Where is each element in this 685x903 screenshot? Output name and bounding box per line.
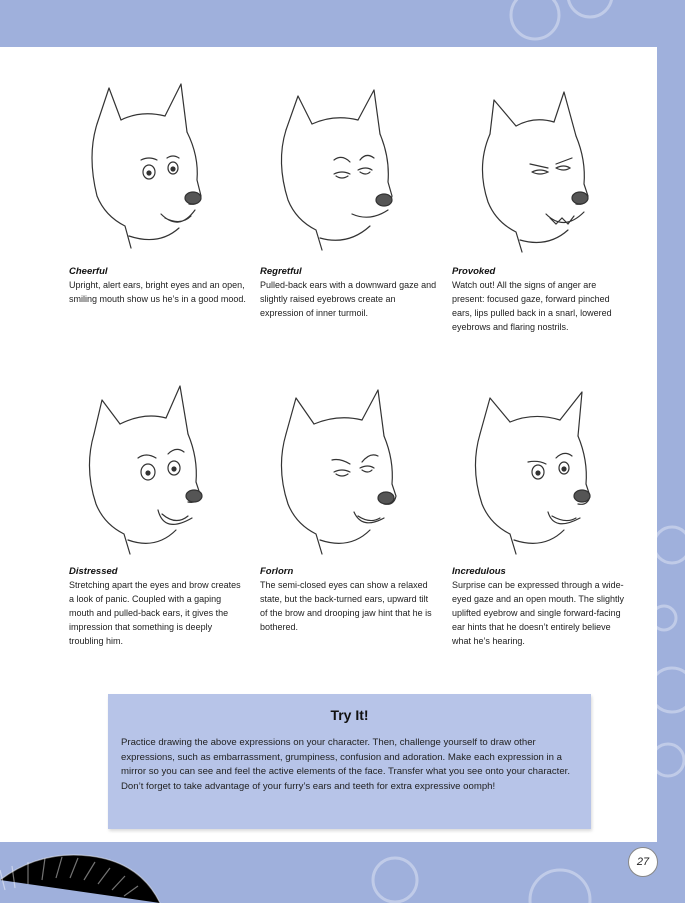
caption-title: Cheerful [69, 266, 108, 277]
caption-body: Watch out! All the signs of anger are present: focused gaze, forward pinched ears, lips pulled back in a snarl, lowered eyebrows and flaring nostrils. [452, 280, 612, 332]
caption-title: Regretful [260, 266, 302, 277]
page-number: 27 [628, 847, 658, 877]
caption-title: Provoked [452, 266, 496, 277]
fox-sketch-forlorn [266, 378, 406, 558]
fox-sketch-regretful [262, 76, 402, 256]
caption-body: Surprise can be expressed through a wide-eyed gaze and an open mouth. The slightly uplifted eyebrow and single forward-facing ear hints that he doesn’t entirely believe what he’s hearing. [452, 580, 624, 646]
try-it-text: Practice drawing the above expressions on your character. Then, challenge yourself to draw other expressions, such as embarrassment, grumpiness, confusion and adoration. Make each expression in a mirror so you can see and feel the active elements of the face. Transfer what you see onto your character. Don’t forget to take advantage of your furry’s ears and teeth for extra expressive oomph! [121, 737, 571, 792]
caption-body: Stretching apart the eyes and brow creates a look of panic. Coupled with a gaping mouth and pulled-back ears, it gives the impression that something is deeply troubling him. [69, 580, 241, 646]
fox-sketch-incredulous [462, 378, 602, 558]
fox-sketch-provoked [460, 76, 600, 256]
fox-sketch-distressed [72, 378, 212, 558]
try-it-title: Try It! [330, 707, 369, 723]
caption-body: Pulled-back ears with a downward gaze and slightly raised eyebrows create an expression of inner turmoil. [260, 280, 437, 318]
try-it-panel [108, 694, 591, 829]
caption-title: Distressed [69, 566, 118, 577]
caption-body: The semi-closed eyes can show a relaxed state, but the back-turned ears, upward tilt of the brow and drooping jaw hint that he is bothered. [260, 580, 432, 632]
caption-body: Upright, alert ears, bright eyes and an open, smiling mouth show us he’s in a good mood. [69, 280, 246, 304]
caption-title: Incredulous [452, 566, 506, 577]
caption-title: Forlorn [260, 566, 294, 577]
fox-sketch-cheerful [69, 76, 209, 256]
